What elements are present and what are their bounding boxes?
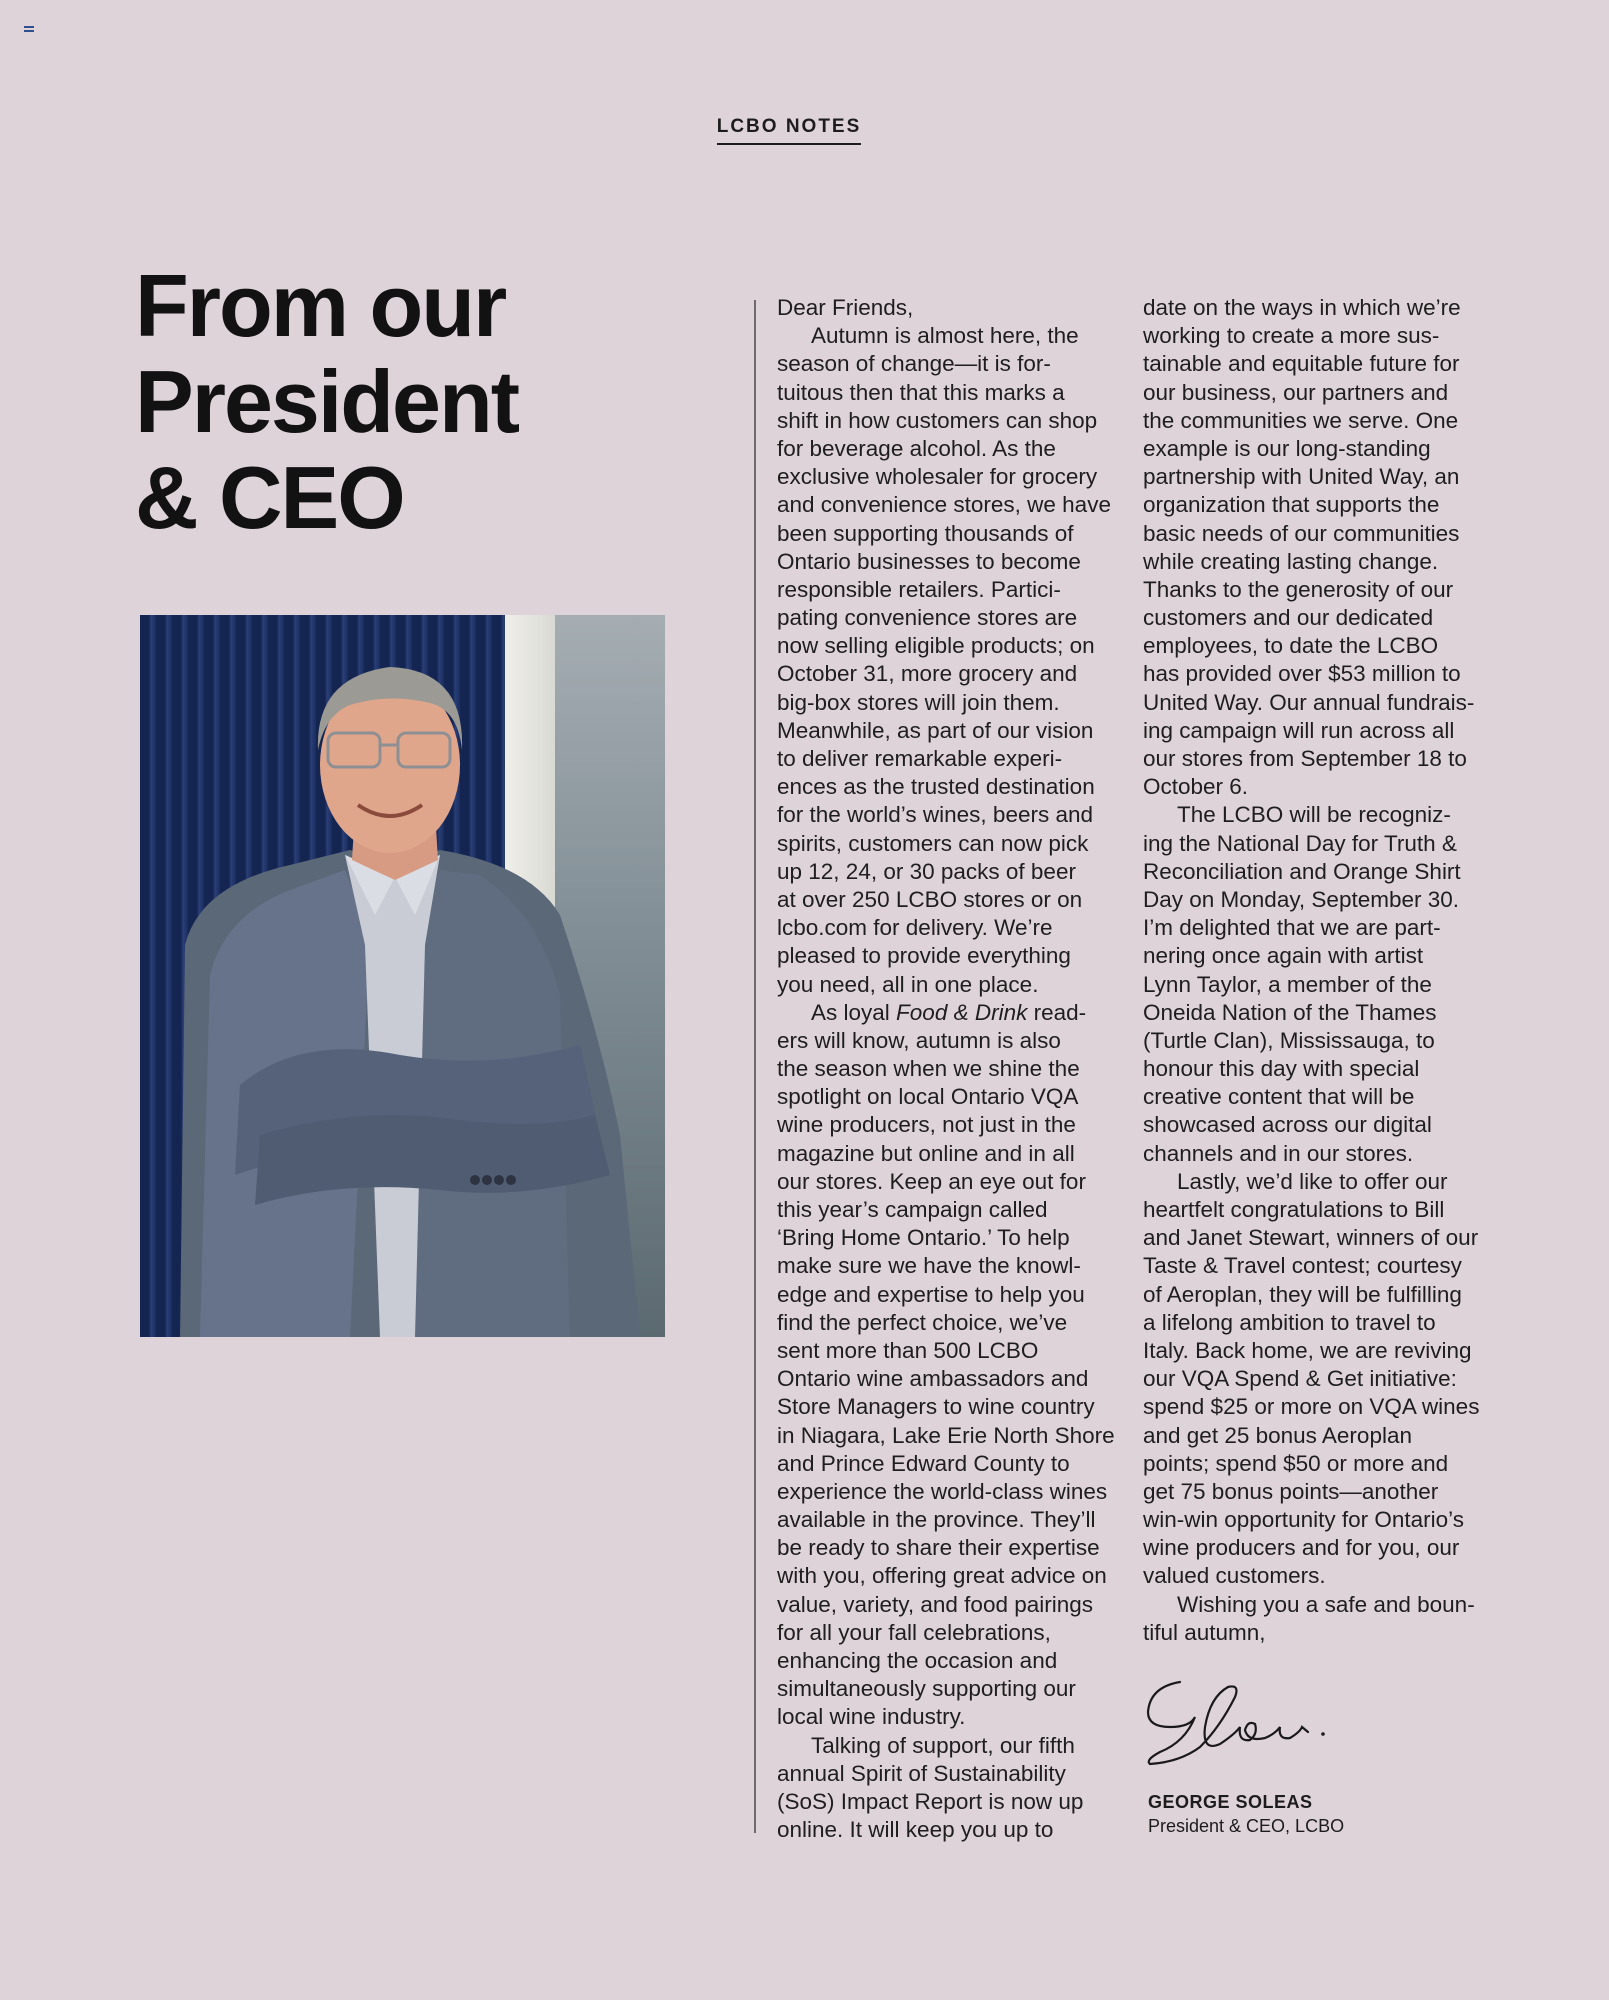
letter-line: been supporting thousands of — [777, 520, 1074, 546]
letter-line: points; spend $50 or more and — [1143, 1450, 1449, 1476]
page-title-line-3: & CEO — [135, 448, 404, 547]
letter-line: heartfelt congratulations to Bill — [1143, 1197, 1445, 1222]
letter-line: Taste & Travel contest; courtesy — [1143, 1253, 1462, 1279]
letter-line: season of change—it is for- — [777, 351, 1051, 377]
page-title-line-1: From our — [135, 256, 506, 355]
letter-line: valued customers. — [1143, 1563, 1326, 1589]
letter-line: our business, our partners and — [1143, 379, 1449, 405]
letter-line: experience the world-class wines — [777, 1478, 1108, 1504]
letter-line: this year’s campaign called — [777, 1197, 1048, 1222]
letter-line: lcbo.com for delivery. We’re — [777, 915, 1053, 941]
letter-line: now selling eligible products; on — [777, 633, 1095, 659]
letter-line: online. It will keep you up to — [777, 1817, 1054, 1843]
letter-line: available in the province. They’ll — [777, 1507, 1096, 1533]
letter-line: has provided over $53 million to — [1143, 661, 1461, 687]
magazine-title: Food & Drink — [896, 999, 1028, 1025]
letter-line: (SoS) Impact Report is now up — [777, 1788, 1084, 1814]
letter-line: value, variety, and food pairings — [777, 1591, 1094, 1617]
letter-line: spotlight on local Ontario VQA — [777, 1084, 1079, 1110]
letter-line: Oneida Nation of the Thames — [1143, 999, 1437, 1025]
page-title — [135, 258, 695, 546]
letter-line: Italy. Back home, we are reviving — [1143, 1337, 1472, 1363]
letter-line: spirits, customers can now pick — [777, 830, 1089, 856]
letter-line: of Aeroplan, they will be fulfilling — [1143, 1281, 1462, 1307]
letter-line-text: read- — [1027, 999, 1087, 1025]
letter-line: local wine industry. — [777, 1704, 966, 1730]
letter-line: tiful autumn, — [1143, 1619, 1266, 1645]
letter-line: pating convenience stores are — [777, 605, 1078, 631]
letter-line: while creating lasting change. — [1143, 548, 1439, 574]
letter-line: Talking of support, our fifth — [811, 1732, 1075, 1758]
letter-line: win-win opportunity for Ontario’s — [1143, 1507, 1464, 1533]
letter-line: at over 250 LCBO stores or on — [777, 886, 1083, 912]
page-title-line-2: President — [135, 352, 519, 451]
letter-line: creative content that will be — [1143, 1084, 1415, 1110]
letter-line: employees, to date the LCBO — [1143, 633, 1439, 659]
letter-line: responsible retailers. Partici- — [777, 576, 1061, 602]
letter-line: Reconciliation and Orange Shirt — [1143, 858, 1461, 884]
letter-line: make sure we have the knowl- — [777, 1253, 1081, 1279]
letter-line: our stores. Keep an eye out for — [777, 1168, 1086, 1194]
letter-line: October 31, more grocery and — [777, 661, 1078, 687]
letter-line: customers and our dedicated — [1143, 605, 1434, 631]
letter-line: and Prince Edward County to — [777, 1450, 1070, 1476]
letter-line: nering once again with artist — [1143, 943, 1424, 969]
letter-line: working to create a more sus- — [1143, 323, 1440, 349]
letter-line: be ready to share their expertise — [777, 1535, 1100, 1561]
letter-line — [777, 999, 1117, 1027]
letter-line-text: As loyal — [811, 999, 897, 1025]
letter-line: edge and expertise to help you — [777, 1281, 1085, 1307]
letter-line: (Turtle Clan), Mississauga, to — [1143, 1027, 1435, 1053]
letter-line: honour this day with special — [1143, 1056, 1420, 1082]
letter-line: ences as the trusted destination — [777, 774, 1095, 800]
section-label — [0, 116, 1578, 145]
letter-line: simultaneously supporting our — [777, 1676, 1076, 1702]
letter-line: the communities we serve. One — [1143, 407, 1459, 433]
letter-line: exclusive wholesaler for grocery — [777, 464, 1098, 490]
letter-line: our VQA Spend & Get initiative: — [1143, 1366, 1457, 1392]
letter-column-2 — [1143, 294, 1488, 1647]
section-label-text: LCBO NOTES — [717, 116, 862, 145]
letter-line: showcased across our digital — [1143, 1112, 1432, 1138]
letter-line: you need, all in one place. — [777, 971, 1039, 997]
ceo-portrait-photo — [140, 615, 665, 1337]
letter-line: Store Managers to wine country — [777, 1394, 1095, 1420]
letter-line: magazine but online and in all — [777, 1140, 1075, 1166]
letter-line: big-box stores will join them. — [777, 689, 1060, 715]
letter-line: Ontario wine ambassadors and — [777, 1366, 1089, 1392]
letter-line: to deliver remarkable experi- — [777, 746, 1063, 771]
letter-line: a lifelong ambition to travel to — [1143, 1309, 1436, 1335]
letter-line: Ontario businesses to become — [777, 548, 1081, 574]
letter-line: the season when we shine the — [777, 1056, 1080, 1082]
letter-line: Lynn Taylor, a member of the — [1143, 971, 1432, 997]
letter-line: sent more than 500 LCBO — [777, 1337, 1039, 1363]
letter-line: for the world’s wines, beers and — [777, 802, 1093, 828]
letter-line: pleased to provide everything — [777, 943, 1071, 969]
letter-line: and convenience stores, we have — [777, 492, 1111, 518]
letter-line: The LCBO will be recogniz- — [1177, 802, 1451, 828]
letter-line: enhancing the occasion and — [777, 1648, 1058, 1673]
letter-line: October 6. — [1143, 774, 1249, 800]
letter-line: date on the ways in which we’re — [1143, 295, 1461, 320]
letter-line: up 12, 24, or 30 packs of beer — [777, 858, 1076, 884]
letter-line: and Janet Stewart, winners of our — [1143, 1225, 1479, 1251]
letter-column-1 — [777, 294, 1117, 1844]
letter-line: Meanwhile, as part of our vision — [777, 717, 1094, 743]
letter-line: Lastly, we’d like to offer our — [1177, 1168, 1448, 1194]
letter-line: I’m delighted that we are part- — [1143, 915, 1441, 941]
letter-line: spend $25 or more on VQA wines — [1143, 1394, 1480, 1420]
signatory-name: GEORGE SOLEAS — [1148, 1792, 1313, 1812]
letter-line: ers will know, autumn is also — [777, 1027, 1061, 1053]
letter-line: tuitous then that this marks a — [777, 379, 1065, 405]
letter-line: for beverage alcohol. As the — [777, 435, 1056, 461]
column-divider — [754, 300, 756, 1833]
letter-line: partnership with United Way, an — [1143, 464, 1460, 490]
letter-line: wine producers and for you, our — [1143, 1535, 1460, 1561]
letter-line: get 75 bonus points—another — [1143, 1478, 1439, 1504]
letter-line: Thanks to the generosity of our — [1143, 576, 1454, 602]
letter-line: ing the National Day for Truth & — [1143, 830, 1457, 856]
signatory-title: President & CEO, LCBO — [1148, 1816, 1345, 1836]
letter-line: Dear Friends, — [777, 295, 914, 320]
letter-line: and get 25 bonus Aeroplan — [1143, 1422, 1412, 1448]
portrait-figure — [140, 615, 665, 1337]
letter-line: annual Spirit of Sustainability — [777, 1760, 1066, 1786]
letter-line: organization that supports the — [1143, 492, 1440, 518]
letter-line: United Way. Our annual fundrais- — [1143, 689, 1475, 715]
letter-line: tainable and equitable future for — [1143, 351, 1460, 377]
letter-line: find the perfect choice, we’ve — [777, 1309, 1068, 1335]
letter-line: for all your fall celebrations, — [777, 1619, 1051, 1645]
letter-line: basic needs of our communities — [1143, 520, 1460, 546]
letter-line: ing campaign will run across all — [1143, 717, 1455, 743]
letter-line: example is our long-standing — [1143, 435, 1431, 461]
letter-line: Autumn is almost here, the — [811, 323, 1079, 349]
letter-line: wine producers, not just in the — [777, 1112, 1076, 1138]
signature-image — [1140, 1672, 1340, 1772]
letter-line: ‘Bring Home Ontario.’ To help — [777, 1225, 1070, 1251]
letter-line: our stores from September 18 to — [1143, 746, 1467, 771]
letter-line: with you, offering great advice on — [777, 1563, 1107, 1589]
menu-icon[interactable] — [24, 26, 34, 34]
letter-line: channels and in our stores. — [1143, 1140, 1414, 1166]
letter-line: Wishing you a safe and boun- — [1177, 1591, 1475, 1617]
letter-line: Day on Monday, September 30. — [1143, 886, 1460, 912]
letter-line: shift in how customers can shop — [777, 407, 1098, 433]
letter-line: in Niagara, Lake Erie North Shore — [777, 1422, 1115, 1448]
